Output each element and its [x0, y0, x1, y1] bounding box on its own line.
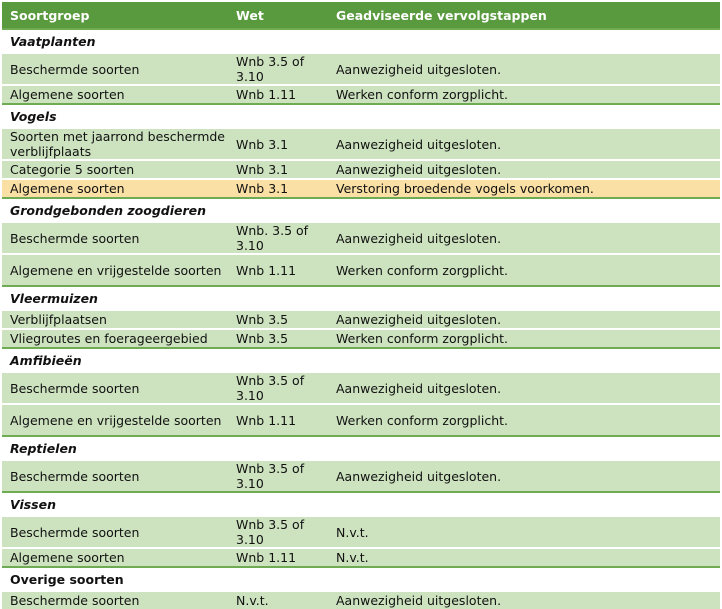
group-title: Vogels [2, 104, 720, 128]
table-row [2, 404, 720, 436]
table-row [2, 372, 720, 404]
cell-wet: Wnb 3.5 [228, 329, 328, 348]
cell-stap: Verstoring broedende vogels voorkomen. [328, 179, 720, 198]
cell-stap: Aanwezigheid uitgesloten. [328, 53, 720, 85]
group-row [2, 29, 720, 53]
cell-soort: Beschermde soorten [2, 460, 228, 492]
table-row [2, 85, 720, 104]
group-row [2, 436, 720, 460]
cell-wet: Wnb 3.1 [228, 179, 328, 198]
cell-soort: Beschermde soorten [2, 53, 228, 85]
cell-stap: Aanwezigheid uitgesloten. [328, 591, 720, 609]
group-row [2, 286, 720, 310]
cell-stap: N.v.t. [328, 548, 720, 567]
cell-soort: Vliegroutes en foerageergebied [2, 329, 228, 348]
cell-wet: Wnb 3.1 [228, 160, 328, 179]
group-title: Vleermuizen [2, 286, 720, 310]
group-row [2, 567, 720, 591]
group-row [2, 198, 720, 222]
cell-soort: Beschermde soorten [2, 222, 228, 254]
cell-stap: Aanwezigheid uitgesloten. [328, 310, 720, 329]
group-title: Vaatplanten [2, 29, 720, 53]
cell-wet: Wnb 3.5 [228, 310, 328, 329]
group-row [2, 348, 720, 372]
cell-soort: Beschermde soorten [2, 516, 228, 548]
cell-soort: Verblijfplaatsen [2, 310, 228, 329]
cell-stap: Aanwezigheid uitgesloten. [328, 222, 720, 254]
cell-wet: Wnb 3.5 of 3.10 [228, 53, 328, 85]
cell-wet: N.v.t. [228, 591, 328, 609]
cell-stap: Aanwezigheid uitgesloten. [328, 128, 720, 160]
cell-soort: Categorie 5 soorten [2, 160, 228, 179]
cell-soort: Algemene soorten [2, 548, 228, 567]
cell-wet: Wnb 1.11 [228, 254, 328, 286]
group-title: Vissen [2, 492, 720, 516]
cell-wet: Wnb 3.1 [228, 128, 328, 160]
species-table [2, 2, 720, 609]
table-header-row [2, 2, 720, 29]
cell-soort: Algemene en vrijgestelde soorten [2, 404, 228, 436]
cell-soort: Algemene soorten [2, 85, 228, 104]
header-wet: Wet [228, 2, 328, 29]
group-title: Amfibieën [2, 348, 720, 372]
header-soortgroep: Soortgroep [2, 2, 228, 29]
cell-stap: Aanwezigheid uitgesloten. [328, 372, 720, 404]
table-row [2, 310, 720, 329]
cell-stap: N.v.t. [328, 516, 720, 548]
cell-stap: Werken conform zorgplicht. [328, 329, 720, 348]
table-row [2, 460, 720, 492]
cell-wet: Wnb 1.11 [228, 548, 328, 567]
cell-wet: Wnb 1.11 [228, 404, 328, 436]
cell-soort: Beschermde soorten [2, 372, 228, 404]
header-vervolgstappen: Geadviseerde vervolgstappen [328, 2, 720, 29]
cell-stap: Aanwezigheid uitgesloten. [328, 160, 720, 179]
cell-wet: Wnb 3.5 of 3.10 [228, 516, 328, 548]
table-row [2, 254, 720, 286]
cell-stap: Werken conform zorgplicht. [328, 254, 720, 286]
group-row [2, 104, 720, 128]
cell-soort: Soorten met jaarrond beschermde verblijfplaats [2, 128, 228, 160]
group-title: Overige soorten [2, 567, 720, 591]
cell-wet: Wnb 3.5 of 3.10 [228, 372, 328, 404]
cell-soort: Algemene soorten [2, 179, 228, 198]
cell-stap: Werken conform zorgplicht. [328, 404, 720, 436]
group-row [2, 492, 720, 516]
cell-stap: Werken conform zorgplicht. [328, 85, 720, 104]
table-row [2, 53, 720, 85]
table-row [2, 222, 720, 254]
cell-wet: Wnb. 3.5 of 3.10 [228, 222, 328, 254]
table-row [2, 329, 720, 348]
group-title: Grondgebonden zoogdieren [2, 198, 720, 222]
cell-soort: Beschermde soorten [2, 591, 228, 609]
table-row [2, 160, 720, 179]
cell-soort: Algemene en vrijgestelde soorten [2, 254, 228, 286]
cell-wet: Wnb 1.11 [228, 85, 328, 104]
table-row [2, 548, 720, 567]
cell-wet: Wnb 3.5 of 3.10 [228, 460, 328, 492]
table-row [2, 128, 720, 160]
cell-stap: Aanwezigheid uitgesloten. [328, 460, 720, 492]
group-title: Reptielen [2, 436, 720, 460]
table-row-highlighted [2, 179, 720, 198]
table-row [2, 516, 720, 548]
